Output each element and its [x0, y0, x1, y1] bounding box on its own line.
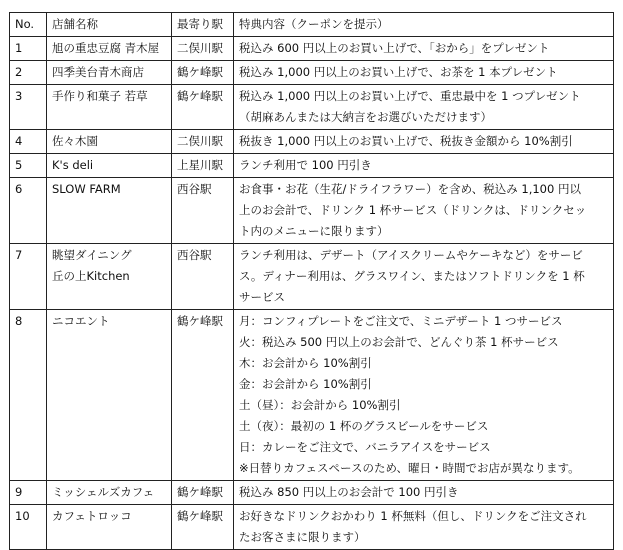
- table-row: [10, 85, 614, 130]
- row-benefit: 税込み 1,000 円以上のお買い上げで、重忠最中を 1 つプレゼント （胡麻あんまたは大納言をお選びいただけます）: [234, 85, 614, 130]
- row-shop-name: ミッシェルズカフェ: [47, 481, 172, 505]
- row-shop-name: 四季美台青木商店: [47, 61, 172, 85]
- row-station: 鶴ケ峰駅: [172, 310, 234, 481]
- row-station: 二俣川駅: [172, 130, 234, 154]
- row-no: 2: [10, 61, 47, 85]
- row-no: 5: [10, 154, 47, 178]
- row-benefit: お好きなドリンクおかわり 1 杯無料（但し、ドリンクをご注文され たお客さまに限ります）: [234, 505, 614, 550]
- table-row: [10, 178, 614, 244]
- row-station: 二俣川駅: [172, 37, 234, 61]
- row-no: 1: [10, 37, 47, 61]
- coupon-benefits-table: [9, 12, 614, 550]
- row-no: 10: [10, 505, 47, 550]
- row-benefit: ランチ利用は、デザート（アイスクリームやケーキなど）をサービ ス。ディナー利用は、グラスワイン、またはソフトドリンクを 1 杯 サービス: [234, 244, 614, 310]
- row-benefit: ランチ利用で 100 円引き: [234, 154, 614, 178]
- table-row: [10, 37, 614, 61]
- row-benefit: 税込み 600 円以上のお買い上げで、「おから」をプレゼント: [234, 37, 614, 61]
- row-station: 鶴ケ峰駅: [172, 481, 234, 505]
- row-shop-name: 眺望ダイニング 丘の上Kitchen: [47, 244, 172, 310]
- row-shop-name: カフェトロッコ: [47, 505, 172, 550]
- row-no: 4: [10, 130, 47, 154]
- row-benefit: 税込み 1,000 円以上のお買い上げで、お茶を 1 本プレゼント: [234, 61, 614, 85]
- row-no: 9: [10, 481, 47, 505]
- row-no: 6: [10, 178, 47, 244]
- header-no: No.: [10, 13, 47, 37]
- row-benefit: 税抜き 1,000 円以上のお買い上げで、税抜き金額から 10%割引: [234, 130, 614, 154]
- table-row: [10, 310, 614, 481]
- row-station: 鶴ケ峰駅: [172, 61, 234, 85]
- row-station: 鶴ケ峰駅: [172, 505, 234, 550]
- table-row: [10, 61, 614, 85]
- row-station: 西谷駅: [172, 244, 234, 310]
- row-no: 7: [10, 244, 47, 310]
- row-shop-name: K's deli: [47, 154, 172, 178]
- row-shop-name: 旭の重忠豆腐 青木屋: [47, 37, 172, 61]
- header-benefit: 特典内容（クーポンを提示）: [234, 13, 614, 37]
- row-shop-name: 佐々木園: [47, 130, 172, 154]
- row-shop-name: SLOW FARM: [47, 178, 172, 244]
- table-row: [10, 244, 614, 310]
- header-nearest-station: 最寄り駅: [172, 13, 234, 37]
- row-shop-name: ニコエント: [47, 310, 172, 481]
- row-shop-name: 手作り和菓子 若草: [47, 85, 172, 130]
- row-benefit: 税込み 850 円以上のお会計で 100 円引き: [234, 481, 614, 505]
- row-no: 8: [10, 310, 47, 481]
- row-benefit: お食事・お花（生花/ドライフラワー）を含め、税込み 1,100 円以 上のお会計で、ドリンク 1 杯サービス（ドリンクは、ドリンクセッ ト内のメニューに限ります）: [234, 178, 614, 244]
- header-shop-name: 店舗名称: [47, 13, 172, 37]
- table-row: [10, 481, 614, 505]
- row-benefit: 月：コンフィプレートをご注文で、ミニデザート 1 つサービス 火：税込み 500 円以上のお会計で、どんぐり茶 1 杯サービス 木：お会計から 10%割引 金：お会計から 10%割引 土（昼）：お会計から 10%割引 土（夜）：最初の 1 杯のグラスビールをサービス 日：カレーをご注文で、バニラアイスをサービス ※日替りカフェスペースのため、曜日・時間でお店が異なります。: [234, 310, 614, 481]
- table-row: [10, 505, 614, 550]
- table-row: [10, 130, 614, 154]
- row-station: 鶴ケ峰駅: [172, 85, 234, 130]
- row-no: 3: [10, 85, 47, 130]
- row-station: 西谷駅: [172, 178, 234, 244]
- table-header-row: [10, 13, 614, 37]
- table-row: [10, 154, 614, 178]
- row-station: 上星川駅: [172, 154, 234, 178]
